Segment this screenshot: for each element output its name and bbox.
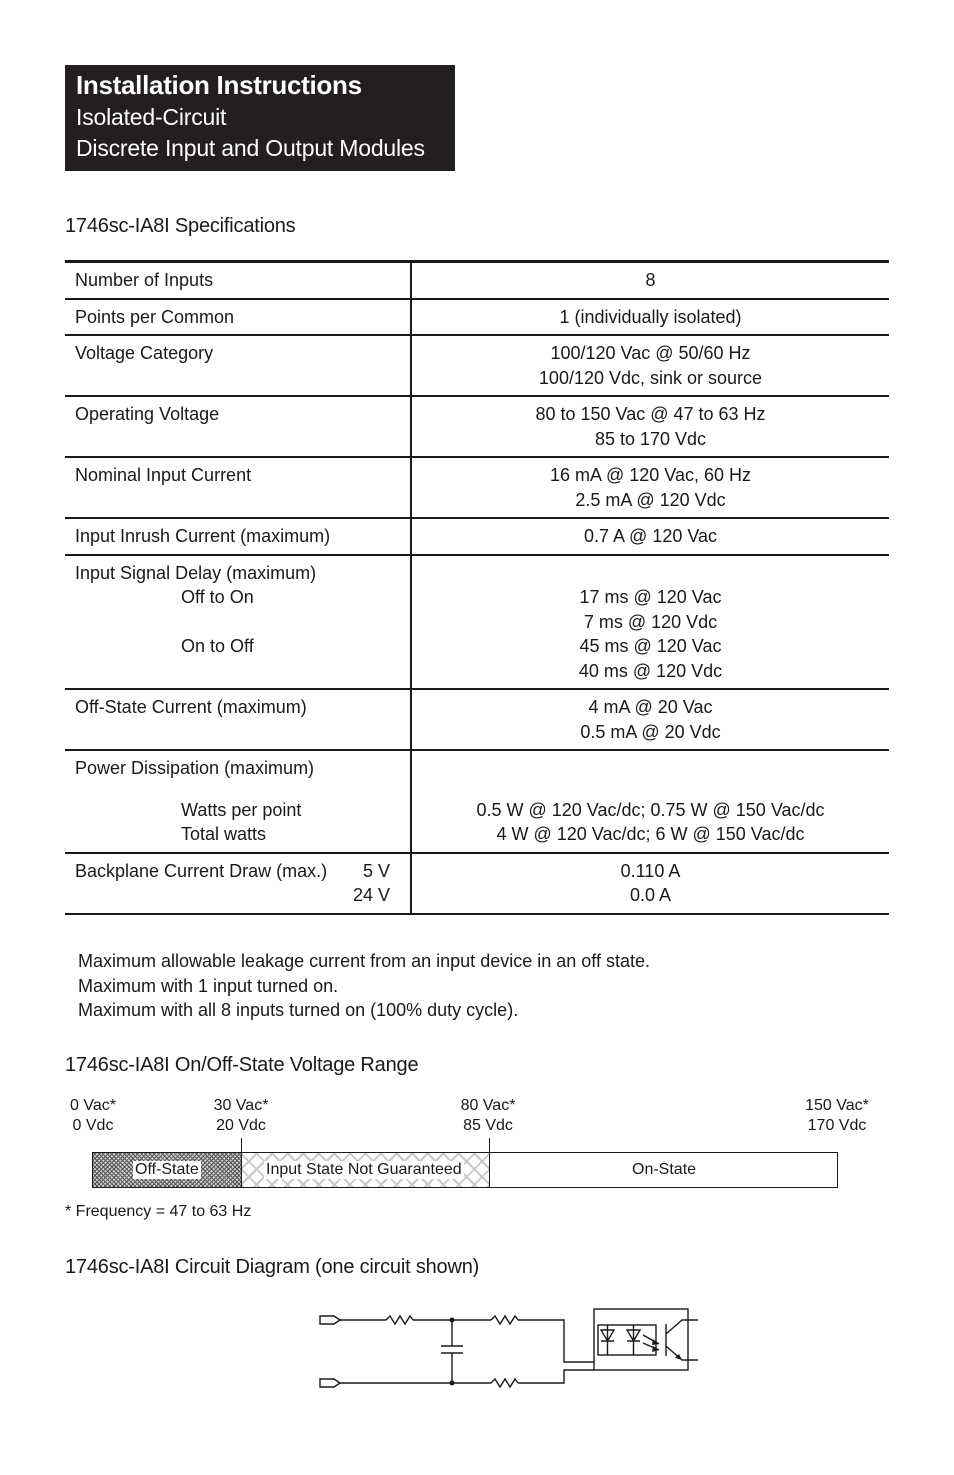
row-value-line: 85 to 170 Vdc [594,428,707,449]
range-tick-label [796,1096,878,1136]
range-tick-dc: 85 Vdc [463,1117,513,1134]
row-value-line: 40 ms @ 120 Vdc [578,660,723,681]
row-value [412,690,889,749]
on-state-segment [490,1153,837,1187]
row-value [412,751,889,852]
footnote: Maximum with 1 input turned on. [78,975,339,996]
row-label: Off-State Current (maximum) [65,690,412,749]
table-row [65,554,889,689]
resistor-icon [491,1379,518,1387]
table-row [65,298,889,335]
row-value-line: 4 W @ 120 Vac/dc; 6 W @ 150 Vac/dc [496,824,805,844]
backplane-5v-label: 5 V [362,860,390,881]
row-label-line: Input Signal Delay (maximum) [75,562,317,583]
row-value [412,397,889,456]
title-box [65,65,455,171]
page-subtitle-line1: Isolated-Circuit [76,104,227,130]
resistor-icon [386,1316,413,1324]
row-value: 8 [645,270,656,290]
range-tick-mark [489,1138,490,1152]
diode-icon [601,1325,614,1355]
row-label [65,751,412,852]
row-value-line: 0.5 W @ 120 Vac/dc; 0.75 W @ 150 Vac/dc [476,799,825,820]
row-value-line: 100/120 Vdc, sink or source [538,367,763,388]
frequency-note: * Frequency = 47 to 63 Hz [65,1203,252,1220]
range-heading: 1746sc-IA8I On/Off-State Voltage Range [65,1054,419,1076]
footnotes [78,949,650,1023]
on-state-label: On-State [632,1161,697,1178]
phototransistor-icon [666,1320,698,1360]
spacer [75,781,400,798]
capacitor-icon [441,1346,463,1353]
off-state-label: Off-State [135,1161,199,1178]
voltage-range-bar [92,1152,838,1188]
backplane-24v-label: 24 V [352,885,390,905]
row-label-line [75,859,400,884]
row-value-line: 17 ms @ 120 Vac [579,587,722,607]
row-label [65,854,412,913]
page-subtitle-line2: Discrete Input and Output Modules [76,135,425,161]
row-sublabel: On to Off [181,636,254,656]
row-value [412,556,889,689]
range-tick-label [452,1096,524,1136]
row-value-line: 0.0 A [629,885,672,905]
input-terminal-icon [320,1316,340,1324]
table-row [65,852,889,913]
table-row [65,749,889,852]
row-sublabel: Watts per point [181,799,302,820]
row-value-line: 80 to 150 Vac @ 47 to 63 Hz [535,404,766,424]
row-value: 0.7 A @ 120 Vac [583,526,718,546]
table-row [65,456,889,517]
backplane-label: Backplane Current Draw (max.) [75,860,328,881]
row-value [412,854,889,913]
row-value-line: 4 mA @ 20 Vac [588,697,713,717]
table-row [65,334,889,395]
row-label: Points per Common [65,300,412,335]
row-value-line: 7 ms @ 120 Vdc [583,611,718,632]
spacer [422,756,879,798]
row-label: Operating Voltage [65,397,412,456]
row-value-line: 0.5 mA @ 20 Vdc [580,721,721,742]
row-value-line: 45 ms @ 120 Vac [579,636,722,656]
range-tick-ac: 0 Vac* [70,1097,116,1114]
table-row [65,517,889,554]
off-state-segment [93,1153,242,1187]
row-label: Number of Inputs [65,263,412,298]
page-title: Installation Instructions [76,70,362,100]
row-sublabel: Total watts [181,824,267,844]
row-label: Input Inrush Current (maximum) [65,519,412,554]
row-label: Voltage Category [65,336,412,395]
footnote: Maximum with all 8 inputs turned on (100% duty cycle). [78,1000,519,1020]
row-value-line: 2.5 mA @ 120 Vdc [575,489,726,510]
range-tick-dc: 20 Vdc [216,1117,266,1134]
circuit-heading: 1746sc-IA8I Circuit Diagram (one circuit shown) [65,1256,480,1278]
circuit-diagram [316,1302,706,1402]
input-terminal-icon [320,1379,340,1387]
not-guaranteed-segment [242,1153,490,1187]
spacer [422,561,879,586]
row-value-line: 16 mA @ 120 Vac, 60 Hz [549,465,752,485]
spec-table [65,260,889,915]
range-tick-ac: 30 Vac* [213,1097,269,1114]
range-tick-ac: 150 Vac* [805,1097,869,1114]
table-row [65,688,889,749]
diode-icon [627,1325,640,1355]
table-row [65,263,889,298]
not-guaranteed-label: Input State Not Guaranteed [266,1161,462,1178]
row-value: 1 (individually isolated) [559,306,742,327]
row-value-line: 0.110 A [620,860,681,881]
row-label [65,556,412,689]
range-tick-ac: 80 Vac* [460,1097,516,1114]
row-value [412,458,889,517]
specs-heading: 1746sc-IA8I Specifications [65,215,296,237]
range-tick-label [205,1096,277,1136]
row-value-line: 100/120 Vac @ 50/60 Hz [550,343,751,363]
row-value [412,336,889,395]
range-tick-dc: 170 Vdc [807,1117,867,1134]
range-tick-mark [241,1138,242,1152]
spacer [75,610,400,635]
range-tick-label [62,1096,124,1136]
range-tick-dc: 0 Vdc [72,1117,114,1134]
row-sublabel: Off to On [181,587,254,607]
row-label: Nominal Input Current [65,458,412,517]
table-row [65,395,889,456]
resistor-icon [491,1316,518,1324]
footnote: Maximum allowable leakage current from an input device in an off state. [78,951,650,971]
row-label-line: Power Dissipation (maximum) [75,758,315,778]
